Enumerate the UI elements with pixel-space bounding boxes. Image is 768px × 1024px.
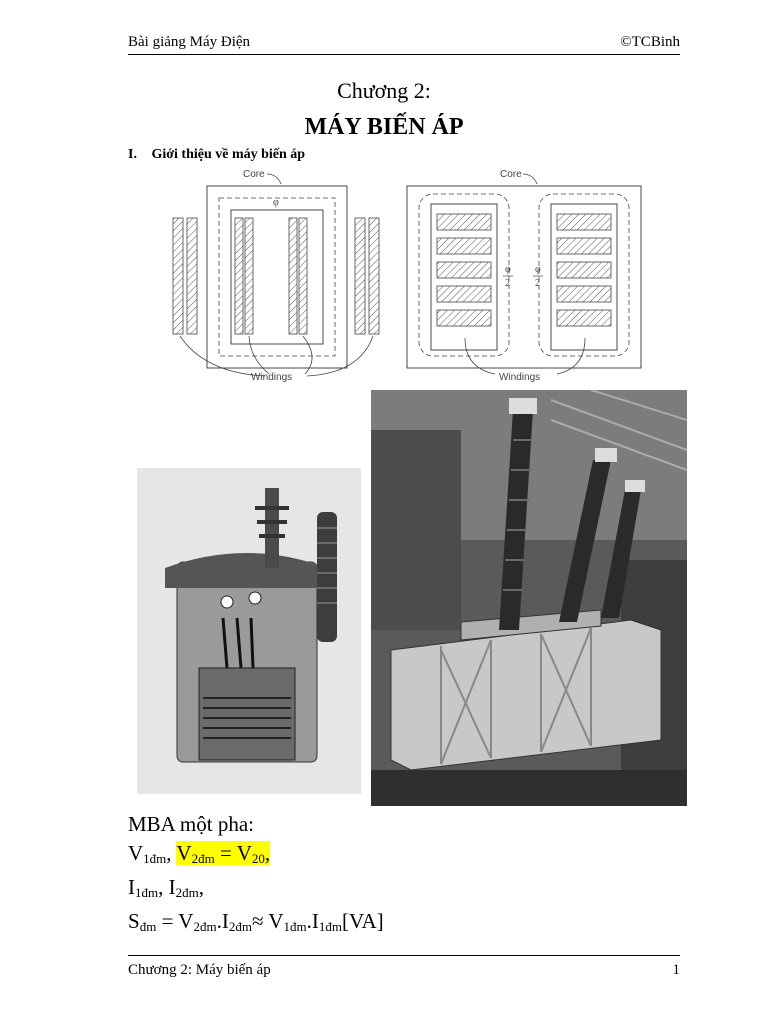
sub-1dm: 1đm xyxy=(143,851,167,866)
formula-power xyxy=(128,907,384,941)
approx: ≈ xyxy=(251,909,269,933)
power-transformer-photo xyxy=(371,390,687,806)
symbol-v: V xyxy=(178,909,194,933)
comma: , xyxy=(198,875,204,899)
formula-block xyxy=(128,810,384,941)
page-number: 1 xyxy=(672,962,680,978)
symbol-i: I xyxy=(128,875,135,899)
equals: = xyxy=(214,841,237,865)
comma: , xyxy=(166,841,172,865)
page-header xyxy=(128,30,680,55)
symbol-v: V xyxy=(268,909,284,933)
section-number: I. xyxy=(128,147,137,162)
sub-1dm: 1đm xyxy=(135,885,159,900)
highlighted-equation xyxy=(176,841,270,865)
sub-20: 20 xyxy=(251,851,265,866)
sub-dm: đm xyxy=(139,919,157,934)
sub-2dm: 2đm xyxy=(193,919,217,934)
page-footer xyxy=(128,955,680,982)
sub-1dm: 1đm xyxy=(318,919,343,934)
core-type-diagram xyxy=(173,169,379,383)
phi-half-right: φ xyxy=(535,264,541,275)
formula-voltages xyxy=(128,839,384,873)
formula-currents xyxy=(128,873,384,907)
symbol-v: V xyxy=(176,841,192,865)
section-text: Giới thiệu về máy biến áp xyxy=(151,147,306,162)
equals: = xyxy=(156,909,179,933)
comma: , xyxy=(158,875,164,899)
sub-1dm: 1đm xyxy=(283,919,307,934)
core-label-right: Core xyxy=(500,169,522,180)
phi-half-left: φ xyxy=(505,264,511,275)
symbol-v: V xyxy=(236,841,252,865)
symbol-s: S xyxy=(128,909,140,933)
comma: , xyxy=(264,841,271,865)
header-course: Bài giảng Máy Điện xyxy=(128,34,251,50)
sub-2dm: 2đm xyxy=(228,919,252,934)
chapter-number: Chương 2: xyxy=(337,78,431,103)
unit-va: [VA] xyxy=(342,909,384,933)
shell-type-diagram xyxy=(407,169,641,383)
windings-label-left: Windings xyxy=(251,372,293,383)
symbol-v: V xyxy=(128,841,144,865)
two-right: 2 xyxy=(535,278,540,289)
core-label-left: Core xyxy=(243,169,265,180)
dot: . xyxy=(216,909,222,933)
symbol-i: I xyxy=(168,875,176,899)
distribution-transformer-photo xyxy=(137,468,361,794)
dot: . xyxy=(306,909,312,933)
section-heading xyxy=(128,147,305,163)
symbol-i: I xyxy=(311,909,319,933)
sub-2dm: 2đm xyxy=(175,885,199,900)
formula-heading: MBA một pha: xyxy=(128,812,255,836)
footer-chapter: Chương 2: Máy biến áp xyxy=(128,962,271,978)
symbol-i: I xyxy=(221,909,229,933)
phi-label-left: φ xyxy=(273,197,279,208)
header-author: ©TCBinh xyxy=(620,34,680,50)
transformer-core-diagram xyxy=(165,168,645,388)
two-left: 2 xyxy=(505,278,510,289)
sub-2dm: 2đm xyxy=(191,851,215,866)
windings-label-right: Windings xyxy=(499,372,541,383)
chapter-title: MÁY BIẾN ÁP xyxy=(304,114,464,140)
